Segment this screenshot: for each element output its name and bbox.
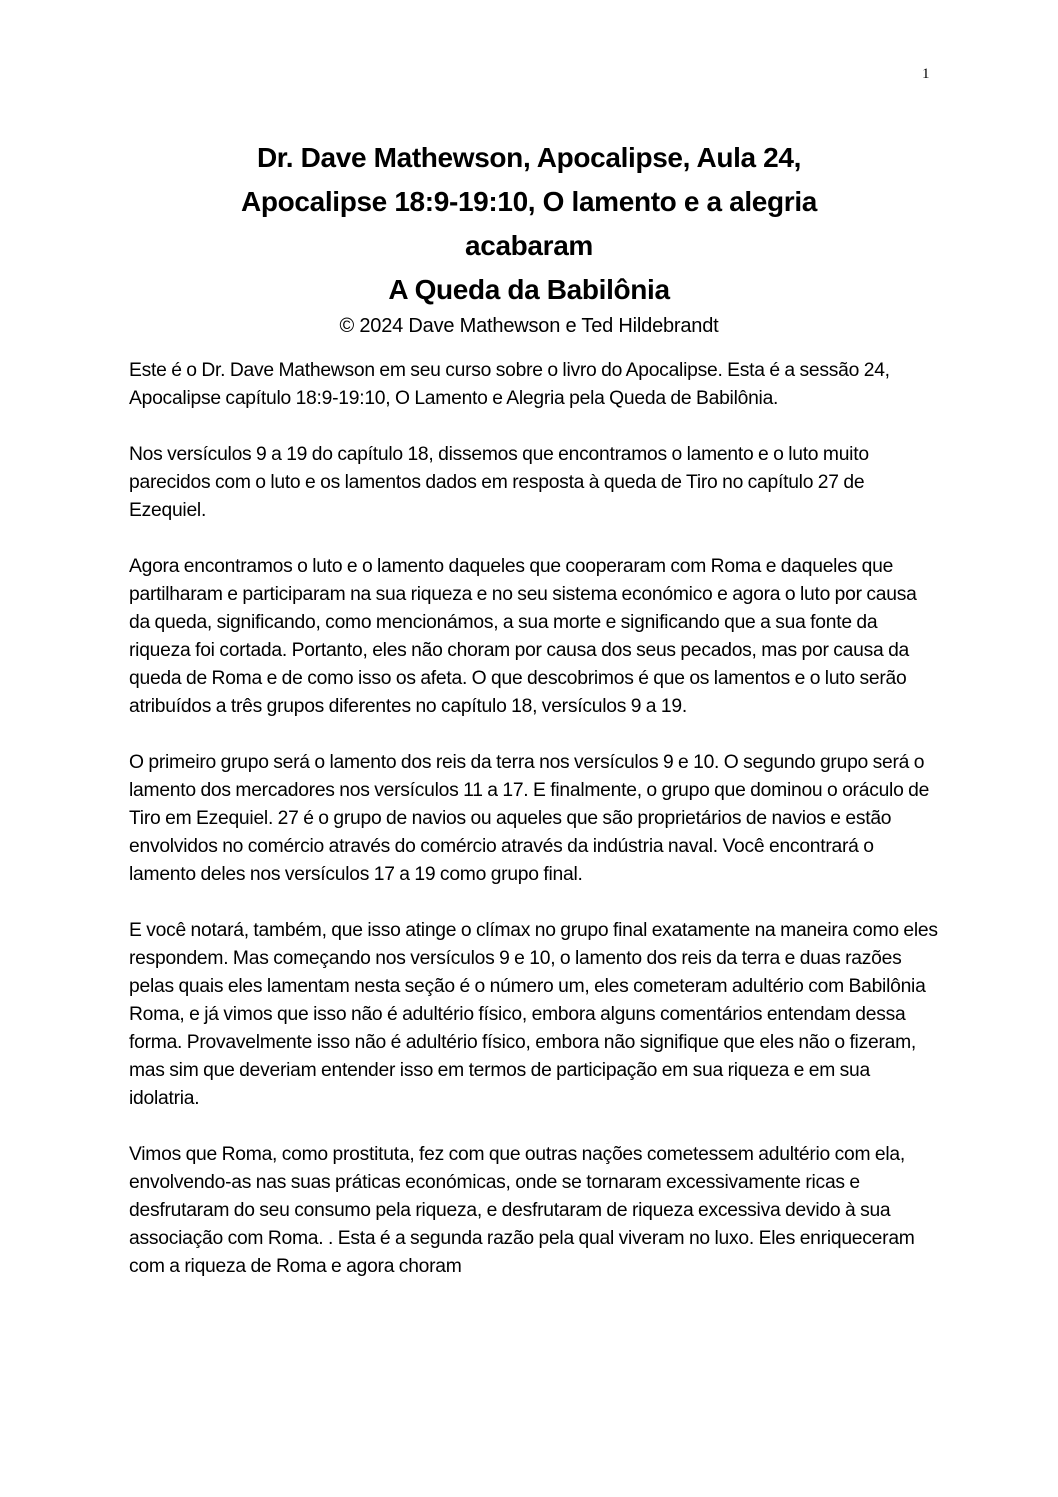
page-number: 1 [922,66,930,82]
copyright-notice: © 2024 Dave Mathewson e Ted Hildebrandt [339,315,719,337]
paragraph-1: Este é o Dr. Dave Mathewson em seu curso sobre o livro do Apocalipse. Esta é a sessão 24, Apocalipse capítulo 18:9-19:10, O Lamento e Alegria pela Queda de Babilônia. [129,360,890,409]
paragraph-5: E você notará, também, que isso atinge o clímax no grupo final exatamente na maneira como eles respondem. Mas começando nos versículos 9 e 10, o lamento dos reis da terra e duas razões pelas quais eles lamentam nesta seção é o número um, eles cometeram adultério com Babilônia Roma, e já vimos que isso não é adultério físico, embora alguns comentários entendam dessa forma. Provavelmente isso não é adultério físico, embora não signifique que eles não o fizeram, mas sim que deveriam entender isso em termos de participação em sua riqueza e em sua idolatria. [129,920,938,1109]
paragraph-4: O primeiro grupo será o lamento dos reis da terra nos versículos 9 e 10. O segundo grupo será o lamento dos mercadores nos versículos 11 a 17. E finalmente, o grupo que dominou o oráculo de Tiro em Ezequiel. 27 é o grupo de navios ou aqueles que são proprietários de navios e estão envolvidos no comércio através do comércio através da indústria naval. Você encontrará o lamento deles nos versículos 17 a 19 como grupo final. [129,752,930,885]
title-line-1: Dr. Dave Mathewson, Apocalipse, Aula 24, [256,142,802,173]
document-header [100,136,958,340]
paragraph-6: Vimos que Roma, como prostituta, fez com que outras nações cometessem adultério com ela, envolvendo-as nas suas práticas económicas, onde se tornaram excessivamente ricas e desfrutaram do seu consumo pela riqueza, e desfrutaram de riqueza excessiva devido à sua associação com Roma. . Esta é a segunda razão pela qual viveram no luxo. Eles enriqueceram com a riqueza de Roma e agora choram [129,1144,915,1277]
subtitle-line: A Queda da Babilônia [388,274,670,305]
title-line-3: acabaram [465,230,593,261]
paragraph-3: Agora encontramos o luto e o lamento daqueles que cooperaram com Roma e daqueles que partilharam e participaram na sua riqueza e no seu sistema económico e agora o luto por causa da queda, significando, como mencionámos, a sua morte e significando que a sua fonte da riqueza foi cortada. Portanto, eles não choram por causa dos seus pecados, mas por causa da queda de Roma e de como isso os afeta. O que descobrimos é que os lamentos e o luto serão atribuídos a três grupos diferentes no capítulo 18, versículos 9 a 19. [129,556,917,717]
document-body [129,357,939,1309]
title-line-2: Apocalipse 18:9-19:10, O lamento e a alegria [241,186,817,217]
paragraph-2: Nos versículos 9 a 19 do capítulo 18, dissemos que encontramos o lamento e o luto muito parecidos com o luto e os lamentos dados em resposta à queda de Tiro no capítulo 27 de Ezequiel. [129,444,869,521]
